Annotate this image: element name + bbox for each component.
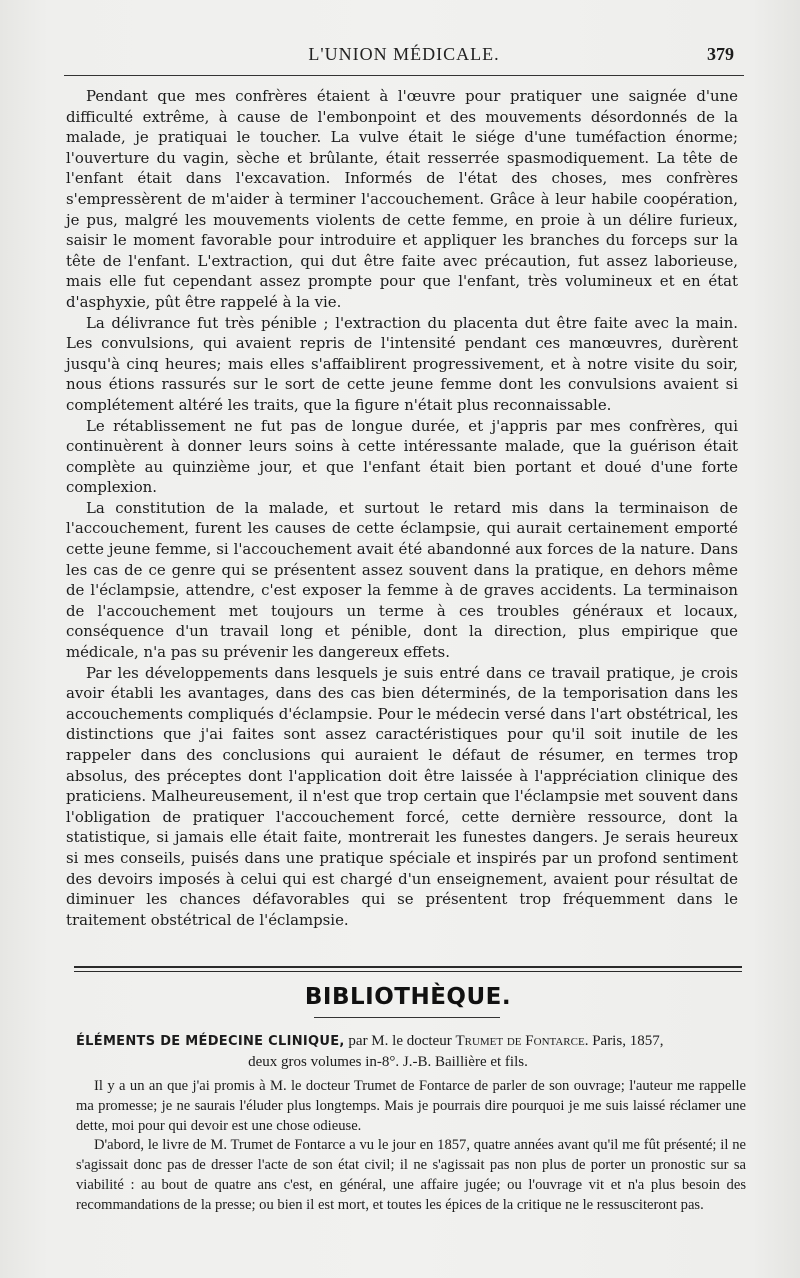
article-body [66, 86, 738, 930]
review-paragraph: Il y a un an que j'ai promis à M. le docteur Trumet de Fontarce de parler de son ouvrage; l'auteur me rappelle ma promesse; je ne saurais l'éluder plus longtemps. Mais je pourrais dire pourquoi je me suis laissé réclamer une dette, moi pour qui devoir est une chose odieuse. [76, 1078, 746, 1134]
running-title: L'UNION MÉDICALE. [308, 44, 500, 64]
article-paragraph: La constitution de la malade, et surtout le retard mis dans la terminaison de l'accouchement, furent les causes de cette éclampsie, qui aurait certainement emporté cette jeune femme, si l'accouchement avait été abandonné aux forces de la nature. Dans les cas de ce genre qui se présentent assez souvent dans la pratique, en dehors même de l'éclampsie, attendre, c'est exposer la femme à de graves accidents. La terminaison de l'accouchement met toujours un terme à ces troubles généraux et locaux, conséquence d'un travail long et pénible, dont la direction, plus empirique que médicale, n'a pas su prévenir les dangereux effets. [66, 498, 738, 662]
section-divider [74, 966, 742, 968]
article-paragraph: La délivrance fut très pénible ; l'extraction du placenta dut être faite avec la main. Les convulsions, qui avaient repris de l'intensité pendant ces manœuvres, durèrent jusqu'à cinq heures; mais elles s'affaiblirent progressivement, et à notre visite du soir, nous étions rassurés sur le sort de cette jeune femme dont les convulsions avaient si complétement altéré les traits, que la figure n'était plus reconnaissable. [66, 313, 738, 414]
book-author: Trumet de Fontarce [455, 1033, 585, 1049]
book-details: deux gros volumes in-8°. J.-B. Baillière et fils. [248, 1054, 528, 1070]
book-title: ÉLÉMENTS DE MÉDECINE CLINIQUE, [76, 1034, 345, 1049]
article-paragraph: Le rétablissement ne fut pas de longue durée, et j'appris par mes confrères, qui continuèrent à donner leurs soins à cette intéressante malade, que la guérison était complète au quinzième jour, et que l'enfant était bien portant et doué d'une forte complexion. [66, 416, 738, 497]
section-heading: BIBLIOTHÈQUE. [304, 984, 512, 1010]
section-divider [74, 971, 742, 972]
header-rule [64, 75, 744, 76]
article-paragraph: Pendant que mes confrères étaient à l'œuvre pour pratiquer une saignée d'une difficulté extrême, à cause de l'embonpoint et des mouvements désordonnés de la malade, je pratiquai le toucher. La vulve était le siége d'une tuméfaction énorme; l'ouverture du vagin, sèche et brûlante, était resserrée spasmodiquement. La tête de l'enfant était dans l'excavation. Informés de l'état des choses, mes confrères s'empressèrent de m'aider à terminer l'accouchement. Grâce à leur habile coopération, je pus, malgré les mouvements violents de cette femme, en proie à un délire furieux, saisir le moment favorable pour introduire et appliquer les branches du forceps sur la tête de l'enfant. L'extraction, qui dut être faite avec précaution, fut assez laborieuse, mais elle fut cependant assez prompte pour que l'enfant, très volumineux et en état d'asphyxie, pût être rappelé à la vie. [66, 87, 738, 311]
book-by: par M. le docteur [344, 1033, 456, 1049]
page-header [68, 44, 740, 72]
page-number: 379 [707, 44, 734, 64]
review-paragraph: D'abord, le livre de M. Trumet de Fontarce a vu le jour en 1857, quatre années avant qu'il me fût présenté; il ne s'agissait donc pas de dresser l'acte de son état civil; il ne s'agissait pas non plus de porter un pronostic sur sa viabilité : au bout de quatre ans c'est, en général, une affaire jugée; ou l'ouvrage vit et n'a plus besoin des recommandations de la presse; ou bien il est mort, et toutes les épices de la critique ne le ressusciteront pas. [76, 1137, 746, 1213]
book-place-year: . Paris, 1857, [584, 1033, 664, 1049]
heading-underline [314, 1017, 500, 1018]
review-body [76, 1077, 746, 1216]
book-reference [76, 1031, 740, 1072]
article-paragraph: Par les développements dans lesquels je suis entré dans ce travail pratique, je crois avoir établi les avantages, dans des cas bien déterminés, de la temporisation dans les accouchements compliqués d'éclampsie. Pour le médecin versé dans l'art obstétrical, les distinctions que j'ai faites sont assez caractéristiques pour qu'il soit inutile de les rappeler dans des conclusions qui auraient le défaut de résumer, en termes trop absolus, des préceptes dont l'application doit être laissée à l'appréciation clinique des praticiens. Malheureusement, il n'est que trop certain que l'éclampsie met souvent dans l'obligation de pratiquer l'accouchement forcé, cette dernière ressource, dont la statistique, si jamais elle était faite, montrerait les funestes dangers. Je serais heureux si mes conseils, puisés dans une pratique spéciale et inspirés par un profond sentiment des devoirs imposés à celui qui est chargé d'un enseignement, avaient pour résultat de diminuer les chances défavorables qui se présentent trop fréquemment dans le traitement obstétrical de l'éclampsie. [66, 663, 738, 929]
